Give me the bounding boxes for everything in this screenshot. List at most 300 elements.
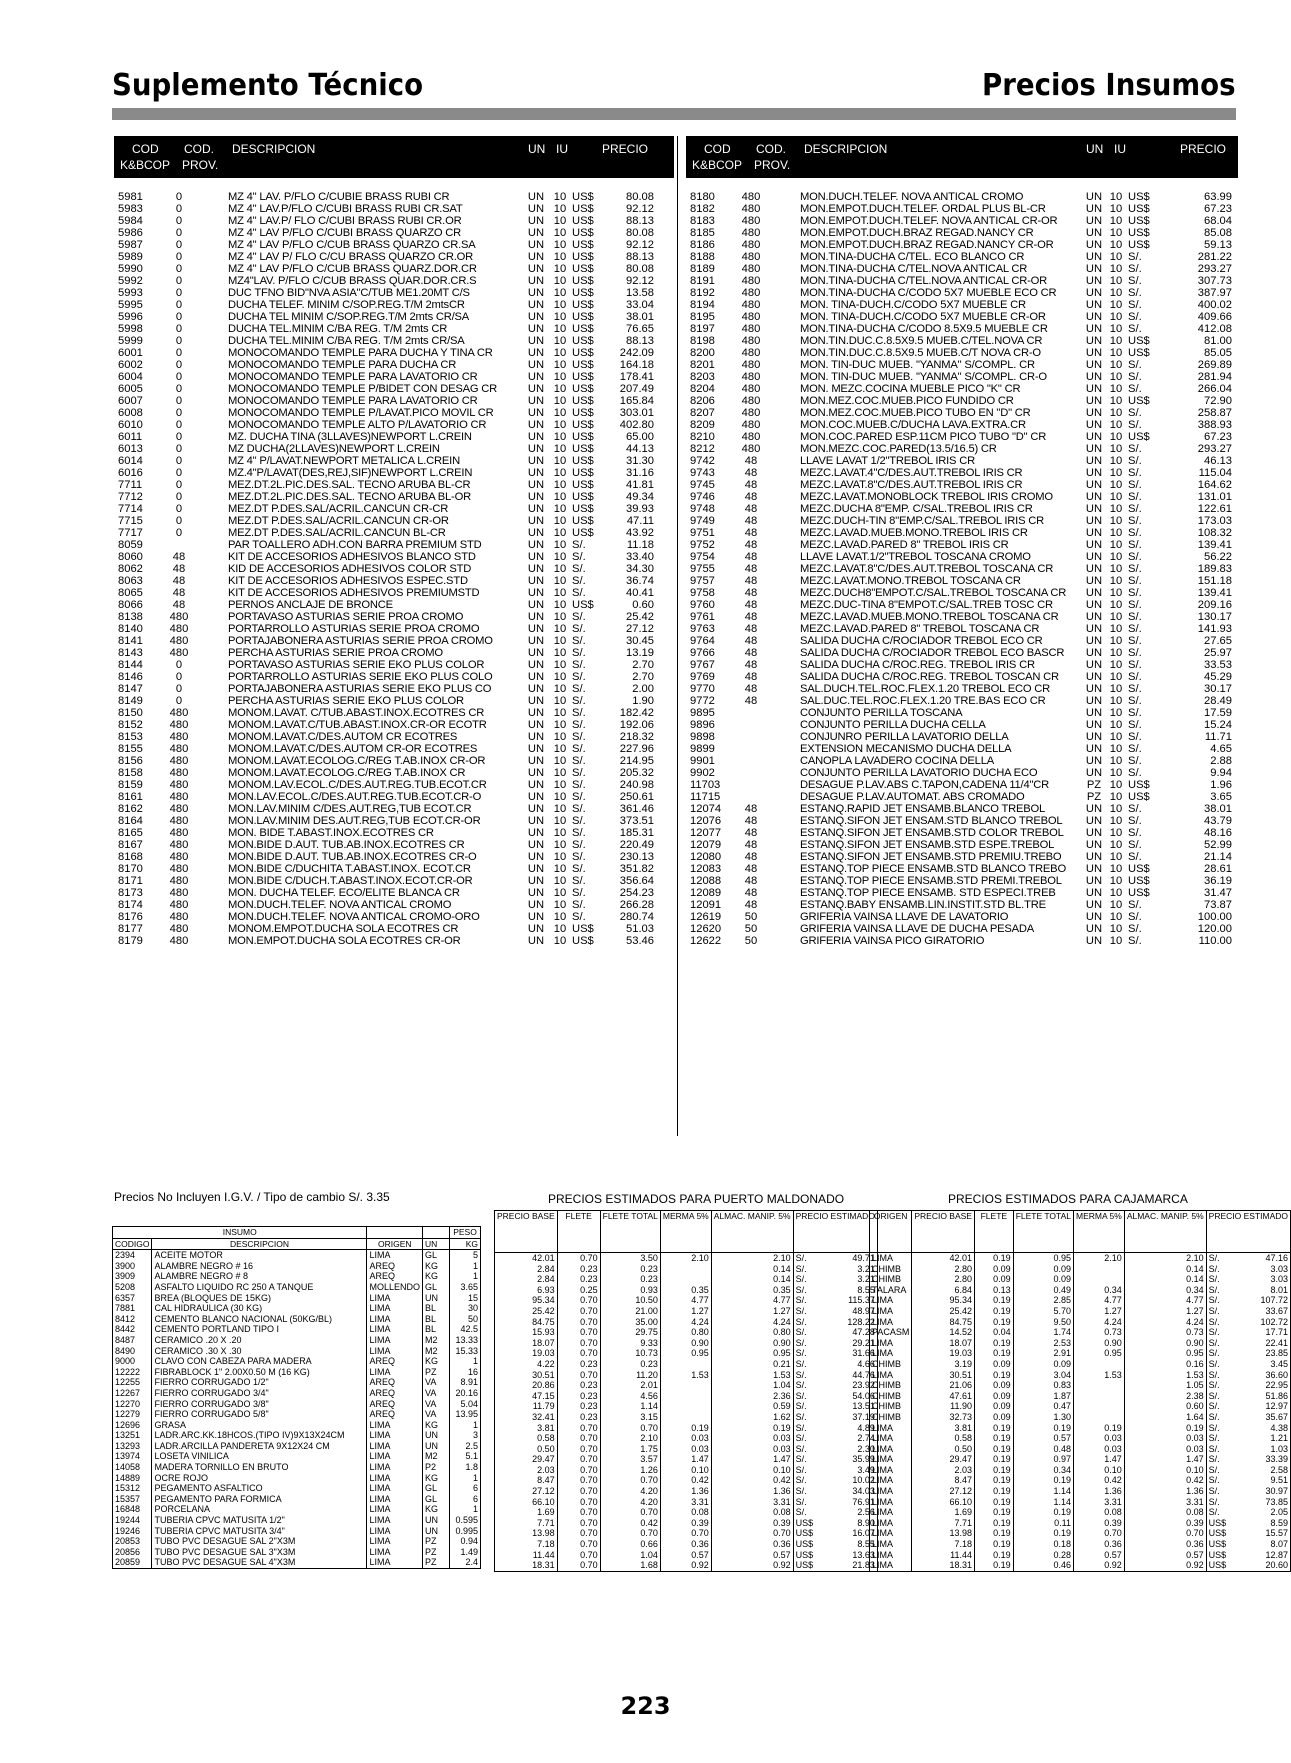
cell-merma: 4.77 [660,1295,711,1306]
table-row [495,1285,878,1296]
price: 10.02 [852,1475,875,1486]
iu: 10 [553,311,567,323]
page-number: 223 [620,1692,671,1720]
price: 400.02 [1197,299,1232,311]
item-code: 9745 [690,479,715,491]
cell-almac: 0.35 [711,1285,793,1296]
cell-flete-total: 4.56 [600,1391,660,1402]
cell-precio-base: 1.69 [912,1507,975,1518]
item-code: 5990 [118,263,143,275]
iu: 10 [553,743,567,755]
item-code: 6001 [118,347,143,359]
cell-precio-base: 2.80 [912,1264,975,1275]
currency: S/. [1128,479,1142,491]
iu: 10 [553,659,567,671]
cell-precio-base: 7.18 [495,1539,558,1550]
catalog-row [686,719,1238,731]
item-description: MEZC.DUCH-TIN 8"EMP.C/SAL.TREBOL IRIS CR [800,515,1044,527]
iu: 10 [1109,587,1123,599]
price: 351.82 [619,863,654,875]
item-description: DUCHA TEL.MINIM C/BA REG. T/M 2mts CR [228,323,448,335]
currency: S/. [795,1305,807,1316]
cell-precio-base: 47.15 [495,1391,558,1402]
table-row [113,1462,481,1473]
col-kbcop: K&BCOP [692,158,743,172]
currency: S/. [1208,1316,1220,1327]
table-row [495,1444,878,1455]
cell-codigo: 13251 [113,1430,152,1441]
unit: UN [527,887,545,899]
cell-kg: 1 [450,1271,481,1282]
table-row [113,1388,481,1399]
table-row [870,1285,1291,1296]
item-description: MONOM.LAVAT.C/DES.AUTOM CR-OR ECOTRES [228,743,478,755]
price: 15.57 [1265,1528,1288,1539]
unit: UN [1085,227,1103,239]
table-row [495,1380,878,1391]
cell-precio-base: 27.12 [912,1486,975,1497]
catalog-row [114,611,674,623]
cell-merma [1073,1264,1124,1275]
item-description: PERNOS ANCLAJE DE BRONCE [228,599,393,611]
price: 44.13 [626,443,654,455]
iu: 10 [553,299,567,311]
col-un: UN [528,142,546,156]
catalog-row [686,839,1238,851]
cell-merma: 0.19 [1073,1423,1124,1434]
price: 2.58 [1270,1464,1288,1475]
cell-merma: 0.03 [1073,1433,1124,1444]
item-description: MEZC.LAVAT.MONO.TREBOL TOSCANA CR [800,575,1021,587]
cell-precio-estimado [1206,1560,1290,1571]
provider-code: 480 [741,323,761,335]
item-code: 8212 [690,443,715,455]
price: 130.17 [1197,611,1232,623]
item-description: MON.EMPOT.DUCH.BRAZ REGAD.NANCY CR [800,227,1034,239]
provider-code: 0 [175,455,183,467]
iu: 10 [553,635,567,647]
iu: 10 [553,863,567,875]
unit: UN [1085,575,1103,587]
unit: UN [527,767,545,779]
item-description: GRIFERIA VAINSA PICO GIRATORIO [800,935,985,947]
item-code: 5987 [118,239,143,251]
th-blank [423,1227,450,1239]
item-description: MONOM.LAVAT. C/TUB.ABAST.INOX.ECOTRES CR [228,707,485,719]
item-code: 8158 [118,767,143,779]
table-row [113,1399,481,1410]
cell-flete: 0.70 [557,1518,600,1529]
item-code: 6007 [118,395,143,407]
item-description: MON.TIN.DUC.C.8.5X9.5 MUEB.C/TEL.NOVA CR [800,335,1043,347]
provider-code: 480 [169,911,189,923]
unit: UN [527,899,545,911]
item-description: MONOM.LAVAT.ECOLOG.C/REG T.AB.INOX CR-OR [228,755,486,767]
provider-code: 50 [744,923,758,935]
provider-code: 480 [741,263,761,275]
cell-merma: 1.27 [1073,1306,1124,1317]
cell-precio-estimado [793,1380,877,1391]
cell-flete-total: 1.14 [1013,1497,1073,1508]
price: 47.28 [852,1327,875,1338]
price: 31.16 [626,467,654,479]
iu: 10 [553,587,567,599]
item-description: MON.TINA-DUCHA C/TEL.NOVA ANTICAL CR [800,263,1028,275]
item-description: DUC TFNO BID"NVA ASIA"C/TUB ME1.20MT C/S [228,287,470,299]
table-row [495,1295,878,1306]
currency: S/. [1208,1295,1220,1306]
price: 205.32 [619,767,654,779]
item-code: 8191 [690,275,715,287]
catalog-row [686,455,1238,467]
table-row [113,1473,481,1484]
cell-precio-estimado [793,1253,877,1264]
price: 209.16 [1197,599,1232,611]
item-description: MON.TINA-DUCHA C/CODO 8.5X9.5 MUEBLE CR [800,323,1048,335]
item-code: 5989 [118,251,143,263]
item-description: MON.TINA-DUCHA C/TEL. ECO BLANCO CR [800,251,1025,263]
currency: S/. [1128,491,1142,503]
catalog-row [114,743,674,755]
table-row [495,1433,878,1444]
currency: US$ [572,311,594,323]
catalog-row [114,323,674,335]
cell-codigo: 6357 [113,1293,152,1304]
price: 12.97 [1265,1401,1288,1412]
catalog-row [114,635,674,647]
cell-un: KG [423,1504,450,1515]
currency: S/. [1128,359,1142,371]
cell-flete: 0.19 [974,1550,1013,1561]
cell-codigo: 8487 [113,1335,152,1346]
cell-flete-total: 1.87 [1013,1391,1073,1402]
price: 88.13 [626,251,654,263]
cell-descripcion: TUBO PVC DESAGUE SAL 2"X3M [152,1536,367,1547]
cell-precio-base: 47.61 [912,1391,975,1402]
cell-kg: 1.8 [450,1462,481,1473]
currency: S/. [572,719,586,731]
provider-code: 0 [175,251,183,263]
unit: UN [1085,863,1103,875]
iu: 10 [1109,935,1123,947]
currency: S/. [572,587,586,599]
item-description: MZ 4" LAV P/FLO C/CUB BRASS QUARZO CR.SA [228,239,476,251]
item-description: MON.BIDE C/DUCH.T.ABAST.INOX.ECOT.CR-OR [228,875,473,887]
table-row [113,1367,481,1378]
price: 13.63 [852,1549,875,1560]
unit: UN [1085,311,1103,323]
price: 8.90 [857,1517,875,1528]
provider-code: 48 [744,851,758,863]
item-description: PORTARROLLO ASTURIAS SERIE PROA CROMO [228,623,480,635]
cell-origen: LIMA [870,1550,912,1561]
table-row [870,1306,1291,1317]
catalog-row [686,815,1238,827]
cajamarca-table [869,1210,1291,1572]
item-code: 8210 [690,431,715,443]
price: 85.08 [1204,227,1232,239]
cell-almac: 0.80 [711,1327,793,1338]
catalog-row [114,491,674,503]
provider-code: 0 [175,479,183,491]
cell-kg: 50 [450,1314,481,1325]
unit: UN [527,491,545,503]
unit: UN [527,503,545,515]
currency: S/. [1128,263,1142,275]
item-description: MZ 4" LAV.P/FLO C/CUBI BRASS RUBI CR.SAT [228,203,463,215]
currency: S/. [795,1263,807,1274]
cell-flete: 0.19 [974,1518,1013,1529]
unit: UN [1085,935,1103,947]
iu: 10 [1109,227,1123,239]
price: 139.41 [1197,539,1232,551]
currency: US$ [1128,239,1150,251]
cell-flete: 0.23 [557,1412,600,1423]
table-row [870,1253,1291,1264]
unit: UN [527,755,545,767]
provider-code: 0 [175,383,183,395]
currency: S/. [1128,731,1142,743]
catalog-row [114,347,674,359]
price: 23.92 [852,1380,875,1391]
catalog-left [114,136,674,947]
cell-codigo: 3909 [113,1271,152,1282]
item-code: 8183 [690,215,715,227]
provider-code: 50 [744,935,758,947]
cell-origen: LIMA [367,1494,423,1505]
currency: US$ [795,1528,814,1539]
cajamarca-rows [870,1253,1291,1572]
iu: 10 [1109,791,1123,803]
cell-almac: 0.70 [711,1528,793,1539]
cell-descripcion: CAL HIDRAULICA (30 KG) [152,1303,367,1314]
catalog-row [114,203,674,215]
catalog-row [686,515,1238,527]
price: 53.46 [626,935,654,947]
iu: 10 [1109,563,1123,575]
catalog-row [114,287,674,299]
iu: 10 [1109,407,1123,419]
currency: S/. [572,803,586,815]
th-merma: MERMA 5% [660,1211,711,1253]
item-description: MEZC.LAVAD.MUEB.MONO.TREBOL TOSCANA CR [800,611,1059,623]
cell-almac: 4.24 [711,1317,793,1328]
th-codigo: CODIGO [113,1238,152,1250]
cell-precio-estimado [1206,1518,1290,1529]
cell-precio-estimado [793,1348,877,1359]
currency: S/. [1128,419,1142,431]
th-almac: ALMAC. MANIP. 5% [711,1211,793,1253]
catalog-row [686,239,1238,251]
cell-origen: LIMA [367,1451,423,1462]
price: 4.65 [1210,743,1232,755]
cell-origen: LIMA [367,1441,423,1452]
cell-origen: LIMA [870,1528,912,1539]
catalog-row [114,359,674,371]
catalog-row [114,395,674,407]
item-description: MONOCOMANDO TEMPLE ALTO P/LAVATORIO CR [228,419,487,431]
unit: UN [527,467,545,479]
currency: S/. [1128,515,1142,527]
cell-merma: 0.70 [660,1528,711,1539]
table-row [495,1423,878,1434]
catalog-row [686,299,1238,311]
item-code: 6010 [118,419,143,431]
unit: UN [1085,839,1103,851]
cell-merma [1073,1380,1124,1391]
currency: S/. [572,851,586,863]
catalog-row [686,887,1238,899]
item-code: 9895 [690,707,715,719]
currency: S/. [1208,1454,1220,1465]
cell-flete: 0.70 [557,1327,600,1338]
cell-precio-base: 7.18 [912,1539,975,1550]
price: 220.49 [619,839,654,851]
item-code: 8186 [690,239,715,251]
iu: 10 [553,731,567,743]
provider-code: 480 [169,719,189,731]
provider-code: 480 [741,419,761,431]
price: 108.32 [1197,527,1232,539]
item-code: 6016 [118,467,143,479]
th-flete-total: FLETE TOTAL [1013,1211,1073,1253]
cell-flete-total: 0.70 [600,1507,660,1518]
cell-origen: LIMA [870,1423,912,1434]
provider-code: 0 [175,683,183,695]
catalog-row [686,215,1238,227]
iu: 10 [1109,743,1123,755]
insumo-table [112,1226,481,1569]
price: 373.51 [619,815,654,827]
iu: 10 [1109,431,1123,443]
col-iu: IU [556,142,568,156]
item-description: MON.MEZC.COC.PARED(13.5/16.5) CR [800,443,997,455]
price: 1.03 [1270,1443,1288,1454]
cell-codigo: 14889 [113,1473,152,1484]
unit: UN [1085,815,1103,827]
price: 27.65 [1204,635,1232,647]
item-description: MEZC.LAVAT.4"C/DES.AUT.TREBOL IRIS CR [800,467,1023,479]
currency: S/. [1128,695,1142,707]
provider-code: 480 [169,635,189,647]
table-row [113,1526,481,1537]
cell-almac: 2.38 [1124,1391,1206,1402]
currency: US$ [572,215,594,227]
unit: UN [527,935,545,947]
currency: US$ [1208,1549,1227,1560]
iu: 10 [553,251,567,263]
catalog-row [114,683,674,695]
provider-code: 480 [169,707,189,719]
cell-precio-estimado [1206,1528,1290,1539]
provider-code: 480 [741,311,761,323]
price: 39.93 [626,503,654,515]
currency: US$ [1208,1517,1227,1528]
currency: S/. [572,539,586,551]
price: 43.92 [626,527,654,539]
price: 20.60 [1265,1560,1288,1571]
cell-precio-estimado [1206,1264,1290,1275]
cell-descripcion: OCRE ROJO [152,1473,367,1484]
cell-origen: LIMA [367,1324,423,1335]
table-row [113,1261,481,1272]
cell-descripcion: FIERRO CORRUGADO 3/8" [152,1399,367,1410]
iu: 10 [1109,443,1123,455]
th-origen: ORIGEN [367,1238,423,1250]
unit: UN [1085,359,1103,371]
catalog-row [686,863,1238,875]
cell-codigo: 2394 [113,1250,152,1261]
table-row [495,1454,878,1465]
iu: 10 [1109,599,1123,611]
iu: 10 [553,935,567,947]
table-row [495,1507,878,1518]
provider-code: 0 [175,491,183,503]
cell-origen: LIMA [367,1314,423,1325]
unit: UN [527,599,545,611]
cell-almac: 0.34 [1124,1285,1206,1296]
price: 240.98 [619,779,654,791]
table-row [870,1370,1291,1381]
item-code: 8189 [690,263,715,275]
item-description: DUCHA TEL MINIM C/SOP.REG.T/M 2mts CR/SA [228,311,470,323]
price: 49.34 [626,491,654,503]
cell-descripcion: TUBERIA CPVC MATUSITA 1/2" [152,1515,367,1526]
price: 65.00 [626,431,654,443]
cell-origen: LIMA [870,1465,912,1476]
price: 4.38 [1270,1422,1288,1433]
cell-codigo: 8412 [113,1314,152,1325]
cell-precio-base: 25.42 [495,1306,558,1317]
catalog-row [114,767,674,779]
table-row [870,1348,1291,1359]
iu: 10 [553,359,567,371]
item-code: 8182 [690,203,715,215]
table-row [870,1317,1291,1328]
currency: US$ [572,191,594,203]
item-code: 8159 [118,779,143,791]
cell-precio-base: 8.47 [495,1475,558,1486]
cell-origen: CHIMB [870,1274,912,1285]
unit: UN [527,299,545,311]
cell-almac: 2.10 [711,1253,793,1264]
unit: UN [1085,287,1103,299]
iu: 10 [553,839,567,851]
iu: 10 [553,791,567,803]
item-description: MEZ.DT P.DES.SAL/ACRIL.CANCUN CR-OR [228,515,449,527]
cell-flete-total: 0.23 [600,1359,660,1370]
iu: 10 [1109,899,1123,911]
catalog-row [114,503,674,515]
iu: 10 [553,419,567,431]
currency: US$ [572,239,594,251]
cell-flete: 0.23 [557,1274,600,1285]
item-description: MON.BIDE D.AUT. TUB.AB.INOX.ECOTRES CR-O [228,851,477,863]
cell-flete: 0.19 [974,1253,1013,1264]
unit: UN [1085,479,1103,491]
cell-precio-estimado [793,1401,877,1412]
provider-code: 48 [744,875,758,887]
cell-merma: 1.47 [660,1454,711,1465]
cell-origen: LIMA [367,1462,423,1473]
catalog-row [114,407,674,419]
provider-code: 480 [741,227,761,239]
cell-flete: 0.70 [557,1465,600,1476]
cell-kg: 0.995 [450,1526,481,1537]
cell-flete-total: 29.75 [600,1327,660,1338]
item-description: PORTAJABONERA ASTURIAS SERIE PROA CROMO [228,635,493,647]
provider-code: 480 [741,347,761,359]
